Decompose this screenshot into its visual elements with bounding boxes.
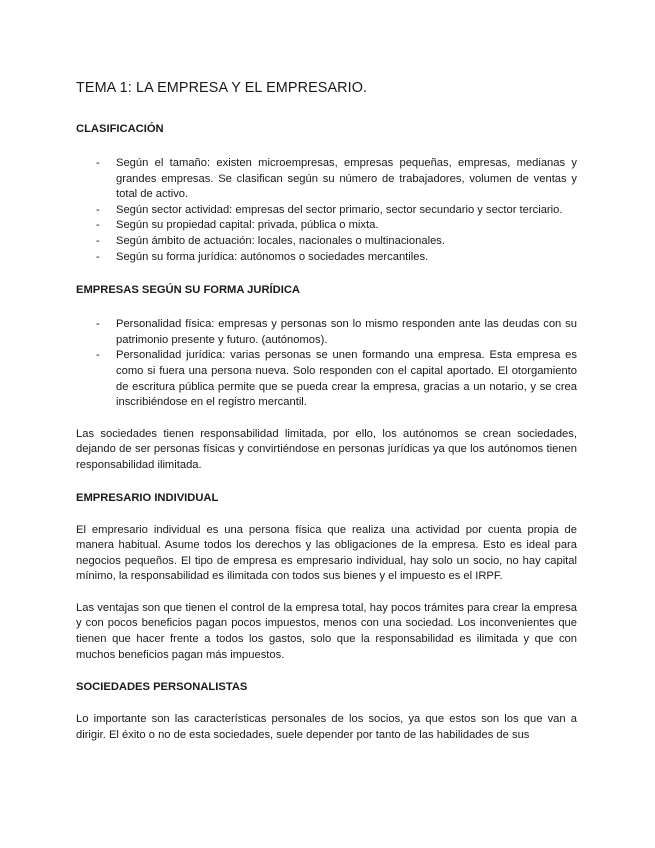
dash-bullet: - bbox=[96, 349, 100, 362]
document-title: TEMA 1: LA EMPRESA Y EL EMPRESARIO. bbox=[76, 80, 368, 96]
paragraph-sociedades-personalistas: Lo importante son las características personales de los socios, ya que estos son los que van a dirigir. El éxito o no de esta sociedades, suele depender por tanto de las habilidades de sus bbox=[76, 713, 577, 741]
section-heading-sociedades-personalistas: SOCIEDADES PERSONALISTAS bbox=[76, 681, 248, 694]
document-page bbox=[76, 78, 577, 743]
section-heading-forma-juridica: EMPRESAS SEGÚN SU FORMA JURÍDICA bbox=[76, 284, 300, 297]
section-heading-clasificacion: CLASIFICACIÓN bbox=[76, 123, 164, 135]
dash-bullet: - bbox=[96, 250, 100, 263]
dash-bullet: - bbox=[96, 219, 100, 232]
paragraph-ventajas-inconvenientes: Las ventajas son que tienen el control de la empresa total, hay pocos trámites para crear la empresa y con pocos beneficios pagan pocos impuestos, menos con una sociedad. Los inconvenientes que tienen que hacer frente a todos los gastos, solo que la responsabilidad es ilimitada y que con muchos beneficios pagan más impuestos. bbox=[76, 601, 577, 661]
list-item: - Según ámbito de actuación: locales, nacionales o multinacionales. bbox=[76, 234, 577, 250]
list-item: - Personalidad física: empresas y personas son lo mismo responden ante las deudas con su patrimonio presente y futuro. (autónomos). bbox=[96, 318, 577, 346]
dash-bullet: - bbox=[96, 157, 100, 169]
dash-bullet: - bbox=[96, 234, 100, 247]
list-item: - Según el tamaño: existen microempresas, empresas pequeñas, empresas, medianas y grandes empresas. Se clasifican según su número de trabajadores, volumen de ventas y total de activo. bbox=[96, 157, 577, 201]
paragraph-empresario-definicion: El empresario individual es una persona física que realiza una actividad por cuenta propia de manera habitual. Asume todos los derechos y las obligaciones de la empresa. Esto es ideal para negocios pequeños. El tipo de empresa es empresario individual, hay solo un socio, no hay capital mínimo, la responsabilidad es ilimitada con todos sus bienes y el impuesto es el IRPF. bbox=[76, 523, 577, 583]
list-item: - Según su forma jurídica: autónomos o sociedades mercantiles. bbox=[76, 250, 577, 266]
list-item: - Personalidad jurídica: varias personas se unen formando una empresa. Esta empresa es como si fuera una persona nueva. Solo responden con el capital aportado. El otorgamiento de escritura pública permite que se pueda crear la empresa, gracias a un notario, y se crea inscribiéndose en el registro mercantil. bbox=[96, 349, 577, 409]
dash-bullet: - bbox=[96, 203, 100, 216]
clasificacion-list bbox=[76, 156, 577, 265]
list-item: - Según sector actividad: empresas del sector primario, sector secundario y sector terciario. bbox=[76, 203, 577, 219]
dash-bullet: - bbox=[96, 318, 100, 331]
section-heading-empresario-individual: EMPRESARIO INDIVIDUAL bbox=[76, 491, 219, 504]
list-item: - Según su propiedad capital: privada, pública o mixta. bbox=[76, 218, 577, 234]
paragraph-responsabilidad: Las sociedades tienen responsabilidad limitada, por ello, los autónomos se crean sociedades, dejando de ser personas físicas y convirtiéndose en personas jurídicas ya que los autónomos tienen responsabilidad ilimitada. bbox=[76, 427, 577, 471]
forma-juridica-list bbox=[76, 317, 577, 411]
